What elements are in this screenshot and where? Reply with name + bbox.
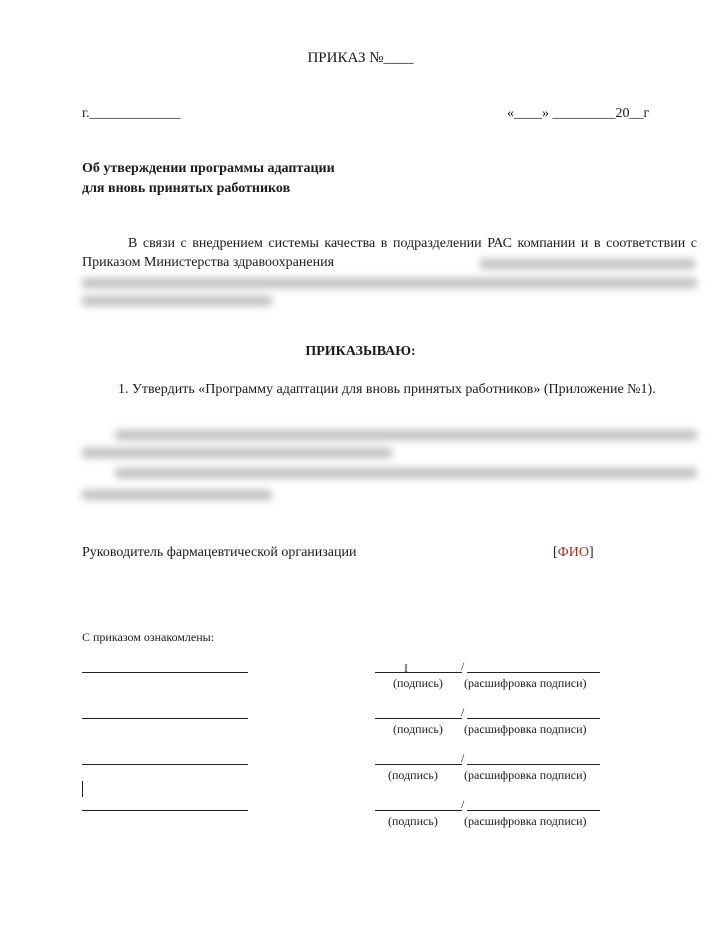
- order-heading: ПРИКАЗЫВАЮ:: [305, 344, 416, 359]
- employee-name-line: [82, 672, 248, 673]
- blurred-text-line: [115, 468, 697, 478]
- decode-line: [467, 764, 600, 765]
- signature-caption: (подпись): [393, 722, 443, 736]
- order-title: ПРИКАЗ №____: [307, 50, 414, 66]
- paragraph-preamble: В связи с внедрением системы качества в подразделении РАС компании и в соответствии с Приказом Министерства здравоохранения: [82, 236, 697, 270]
- decode-line: [467, 718, 600, 719]
- blurred-text-line: [115, 430, 697, 440]
- employee-name-line: [82, 810, 248, 811]
- employee-name-line: [82, 764, 248, 765]
- subject-line-2: для вновь принятых работников: [82, 181, 291, 196]
- acknowledged-label: С приказом ознакомлены:: [82, 630, 215, 644]
- signature-line: [375, 718, 462, 719]
- blurred-text-line: [82, 296, 272, 306]
- decode-line: [467, 810, 600, 811]
- slash-separator: /: [461, 797, 465, 811]
- slash-separator: /: [461, 705, 465, 719]
- signer-title: Руководитель фармацевтической организации: [82, 545, 357, 560]
- blurred-text-line: [480, 259, 695, 269]
- date-field: «____» _________20__г: [507, 106, 650, 121]
- blurred-text-line: [82, 278, 697, 288]
- decode-caption: (расшифровка подписи): [464, 676, 587, 690]
- slash-separator: /: [461, 659, 465, 673]
- signer-name-placeholder: [ФИО]: [553, 545, 594, 560]
- decode-caption: (расшифровка подписи): [464, 722, 587, 736]
- subject-line-1: Об утверждении программы адаптации: [82, 161, 335, 176]
- text-cursor: [82, 781, 83, 797]
- signature-line: [375, 764, 462, 765]
- slash-separator: /: [461, 751, 465, 765]
- signature-line: [375, 672, 462, 673]
- signature-line: [375, 810, 462, 811]
- order-item-1: 1. Утвердить «Программу адаптации для вновь принятых работников» (Приложение №1).: [118, 382, 656, 397]
- blurred-text-line: [82, 448, 392, 458]
- decode-caption: (расшифровка подписи): [464, 768, 587, 782]
- decode-caption: (расшифровка подписи): [464, 814, 587, 828]
- order-subject: [82, 159, 335, 199]
- blurred-text-line: [82, 490, 272, 500]
- ibeam-cursor-icon: I: [404, 661, 408, 675]
- signature-caption: (подпись): [388, 768, 438, 782]
- signature-caption: (подпись): [393, 676, 443, 690]
- city-field: г._____________: [82, 106, 181, 121]
- decode-line: [467, 672, 600, 673]
- employee-name-line: [82, 718, 248, 719]
- signature-caption: (подпись): [388, 814, 438, 828]
